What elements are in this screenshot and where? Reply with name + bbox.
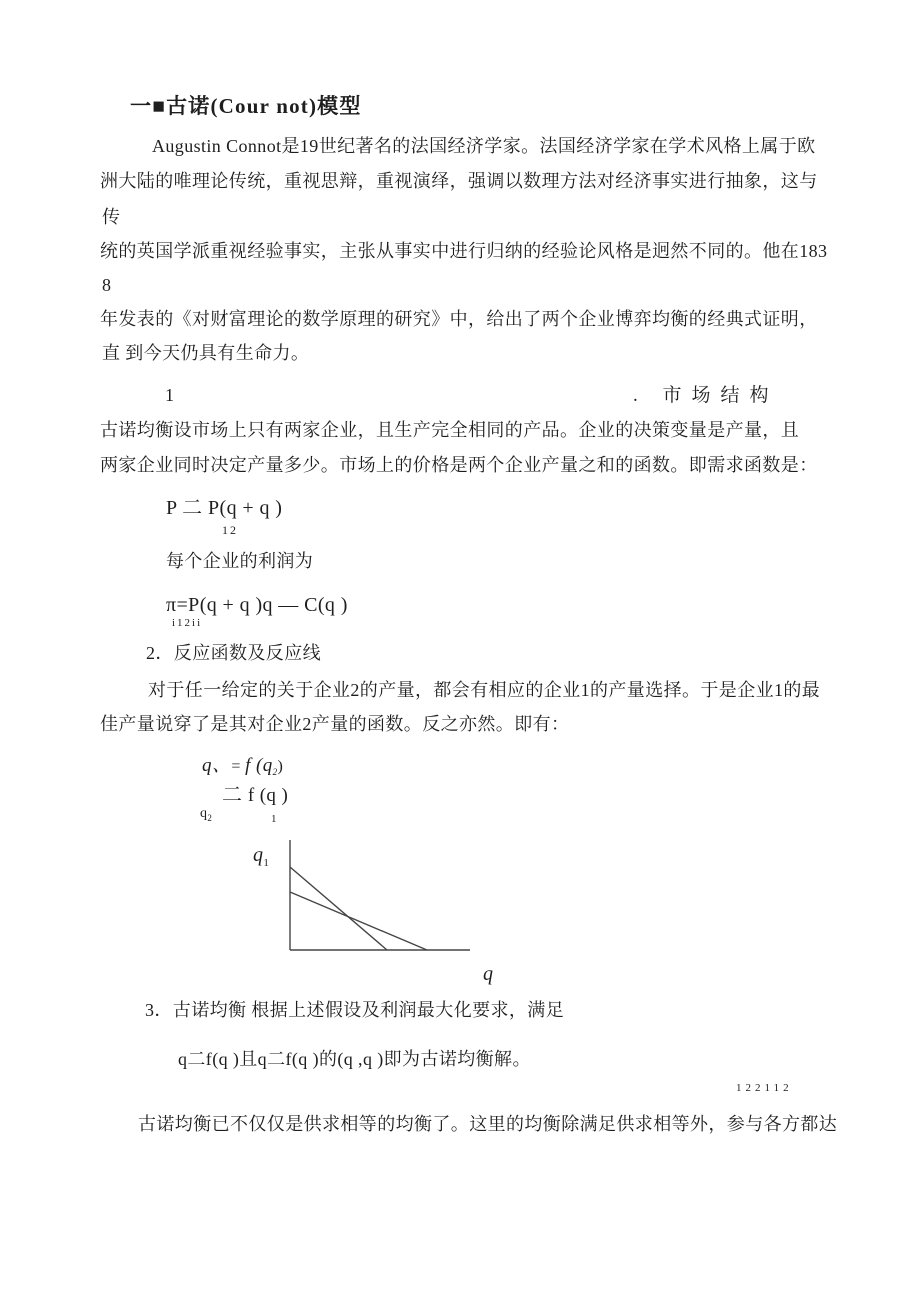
- reaction-curves-figure: [250, 835, 490, 960]
- formula-profit: π=P(q + q )q — C(q ): [166, 594, 348, 616]
- formula-demand: P 二 P(q + q ): [166, 497, 283, 519]
- paragraph-line: 8: [102, 275, 112, 295]
- axis-label-text: q: [253, 844, 264, 866]
- equals-sign: 二: [222, 784, 248, 806]
- section2-heading: 2．反应函数及反应线: [146, 643, 321, 663]
- paragraph-line: 传: [102, 207, 121, 227]
- formula-reaction-2: [222, 783, 288, 808]
- paragraph-line: 直 到今天仍具有生命力。: [102, 343, 310, 363]
- paragraph-line: 洲大陆的唯理论传统，重视思辩，重视演绎，强调以数理方法对经济事实进行抽象，这与: [100, 171, 818, 191]
- section1-number: 1: [165, 385, 175, 405]
- formula-subscript: 1: [271, 813, 277, 825]
- formula-paren: ): [277, 758, 284, 775]
- formula-var: q、: [202, 755, 232, 776]
- reaction-line-1: [290, 867, 387, 950]
- axis-label-subscript: 1: [263, 857, 270, 869]
- formula-reaction-1: [202, 755, 283, 778]
- formula-subscript: 2: [272, 767, 278, 777]
- paragraph-line: 两家企业同时决定产量多少。市场上的价格是两个企业产量之和的函数。即需求函数是：: [100, 455, 818, 475]
- equilibrium-line: q二f(q )且q二f(q )的(q ,q )即为古诺均衡解。: [178, 1049, 531, 1069]
- equilibrium-subscripts: 122112: [736, 1082, 793, 1094]
- paragraph-line: 古诺均衡已不仅仅是供求相等的均衡了。这里的均衡除满足供求相等外，参与各方都达: [138, 1114, 838, 1134]
- paragraph-line: 统的英国学派重视经验事实，主张从事实中进行归纳的经验论风格是迥然不同的。他在183: [100, 241, 828, 261]
- paragraph-line: Augustin Connot是19世纪著名的法国经济学家。法国经济学家在学术风格上属于欧: [152, 136, 816, 156]
- formula-function: f (q ): [247, 785, 289, 806]
- reaction-line-2: [290, 892, 427, 950]
- paragraph-line: 年发表的《对财富理论的数学原理的研究》中，给出了两个企业博弈均衡的经典式证明，: [100, 309, 818, 329]
- section1-heading: . 市场结构: [633, 385, 779, 406]
- paragraph-line: 对于任一给定的关于企业2的产量，都会有相应的企业1的产量选择。于是企业1的最: [148, 680, 821, 700]
- formula-reaction-lhs: [200, 806, 212, 823]
- formula-demand-subscripts: 12: [222, 523, 238, 537]
- paragraph-line: 每个企业的利润为: [166, 551, 314, 571]
- formula-function: f (q: [245, 755, 273, 776]
- formula-subscript: 2: [207, 813, 213, 823]
- figure-y-axis-label: [253, 843, 269, 867]
- figure-x-axis-label: q: [483, 963, 494, 985]
- section3-heading: 3．古诺均衡 根据上述假设及利润最大化要求，满足: [145, 1000, 565, 1020]
- paragraph-line: 古诺均衡设市场上只有两家企业，且生产完全相同的产品。企业的决策变量是产量，且: [100, 420, 800, 440]
- formula-profit-subscripts: i12ii: [172, 617, 203, 629]
- equals-sign: =: [231, 758, 246, 775]
- page-title: 一■古诺(Cour not)模型: [130, 94, 362, 118]
- paragraph-line: 佳产量说穿了是其对企业2产量的函数。反之亦然。即有：: [100, 714, 570, 734]
- formula-var: q: [200, 806, 208, 821]
